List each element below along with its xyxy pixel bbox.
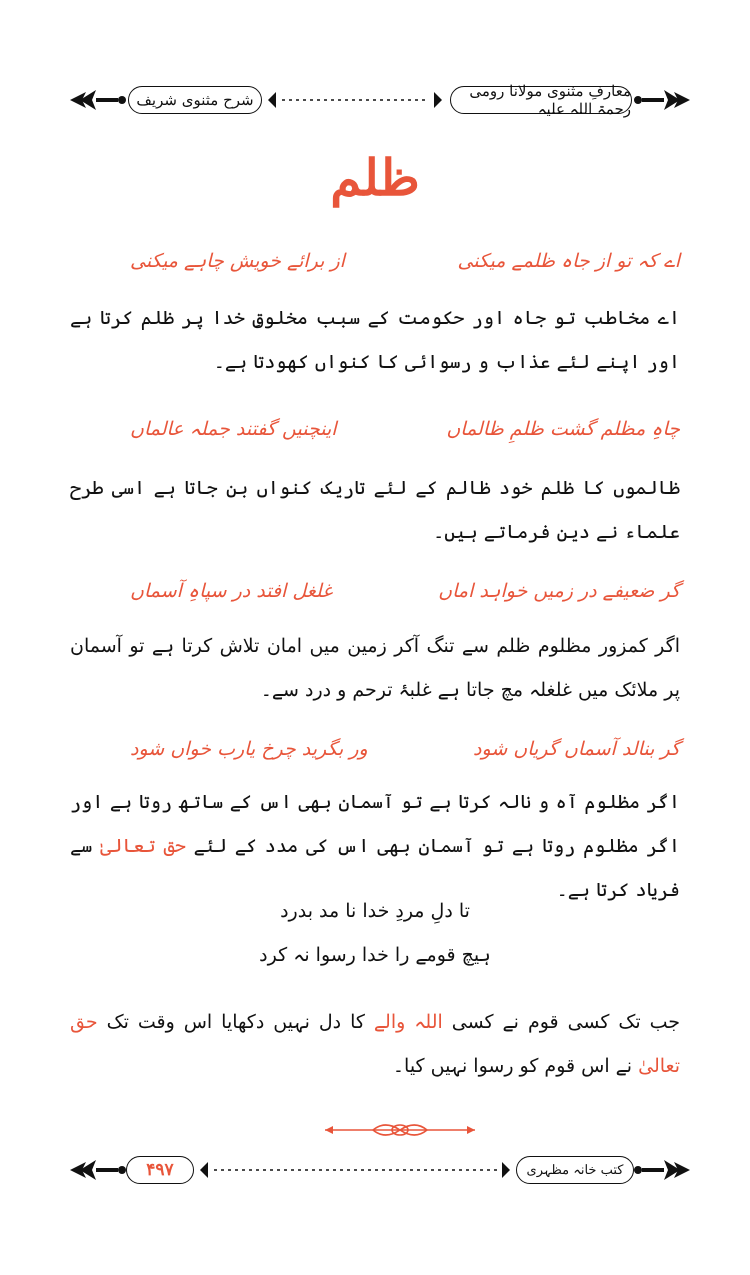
closing-red-2: حق تعالیٰ bbox=[70, 1011, 680, 1077]
section-end-ornament bbox=[325, 1118, 475, 1142]
paragraph-4 bbox=[70, 780, 680, 912]
paragraph-1: اے مخاطب تو جاہ اور حکومت کے سبب مخلوقِ خدا پر ظلم کرتا ہے اور اپنے لئے عذاب و رسوائی کا کنواں کھودتا ہے۔ bbox=[70, 307, 680, 373]
closing-part-3: نے اس قوم کو رسوا نہیں کیا۔ bbox=[392, 1055, 633, 1077]
closing-part-1: جب تک کسی قوم نے کسی bbox=[451, 1011, 681, 1033]
verse-3-right: گر ضعیفے در زمیں خواہد اماں bbox=[438, 580, 680, 602]
verse-1 bbox=[130, 250, 680, 284]
verse-1-right: اے کہ تو از جاہ ظلمے میکنی bbox=[457, 250, 680, 272]
couplet-line-1: تا دلِ مردِ خدا نا مد بدرد bbox=[280, 900, 470, 922]
book-title: معارفِ مثنوی مولانا رومی رحمۃ اللہ علیہ bbox=[469, 82, 631, 118]
verse-4-left: ور بگرید چرخ یارب خواں شود bbox=[130, 738, 368, 760]
header-right-cartouche bbox=[450, 82, 632, 118]
publisher-name: کتب خانہ مظہری bbox=[526, 1162, 624, 1178]
divine-name: حق تعالیٰ bbox=[100, 835, 186, 857]
paragraph-2: ظالموں کا ظلم خود ظالم کے لئے تاریک کنواں بن جاتا ہے اسی طرح علماء نے دین فرماتے ہیں۔ bbox=[70, 477, 680, 543]
running-title: شرح مثنوی شریف bbox=[136, 91, 254, 109]
verse-4 bbox=[130, 738, 680, 772]
verse-4-right: گر بنالد آسماں گریاں شود bbox=[473, 738, 680, 760]
paragraph-3: اگر کمزور مظلوم ظلم سے تنگ آکر زمین میں امان تلاش کرتا ہے تو آسمان پر ملائک میں غلغلہ مچ جاتا ہے غلبۂ ترحم و درد سے۔ bbox=[70, 635, 680, 701]
header-band bbox=[70, 80, 690, 120]
verse-2-left: اینچنیں گفتند جملہ عالماں bbox=[130, 418, 337, 440]
page-number-cartouche bbox=[126, 1156, 194, 1184]
couplet-line-2: ہیچ قومے را خدا رسوا نہ کرد bbox=[259, 944, 491, 966]
verse-2-right: چاہِ مظلم گشت ظلمِ ظالماں bbox=[446, 418, 680, 440]
chapter-title: ظلم bbox=[330, 148, 420, 207]
verse-3-left: غلغل افتد در سپاہِ آسماں bbox=[130, 580, 333, 602]
closing-paragraph bbox=[70, 1000, 680, 1088]
verse-3 bbox=[130, 580, 680, 614]
footer-band bbox=[70, 1150, 690, 1190]
closing-part-2: کا دل نہیں دکھایا اس وقت تک bbox=[106, 1011, 365, 1033]
page-number: ۴۹۷ bbox=[146, 1160, 174, 1180]
header-left-cartouche bbox=[128, 86, 262, 114]
closing-red-1: اللہ والے bbox=[373, 1011, 443, 1033]
paragraph-4-end: سے فریاد کرتا ہے۔ bbox=[70, 835, 680, 901]
verse-1-left: از برائے خویش چاہے میکنی bbox=[130, 250, 345, 272]
verse-2 bbox=[130, 418, 680, 452]
publisher-cartouche bbox=[516, 1156, 634, 1184]
paragraph-4-text: اگر مظلوم آہ و نالہ کرتا ہے تو آسمان بھی اس کے ساتھ روتا ہے اور اگر مظلوم روتا ہے تو آسمان بھی اس کی مدد کے لئے bbox=[70, 791, 680, 857]
